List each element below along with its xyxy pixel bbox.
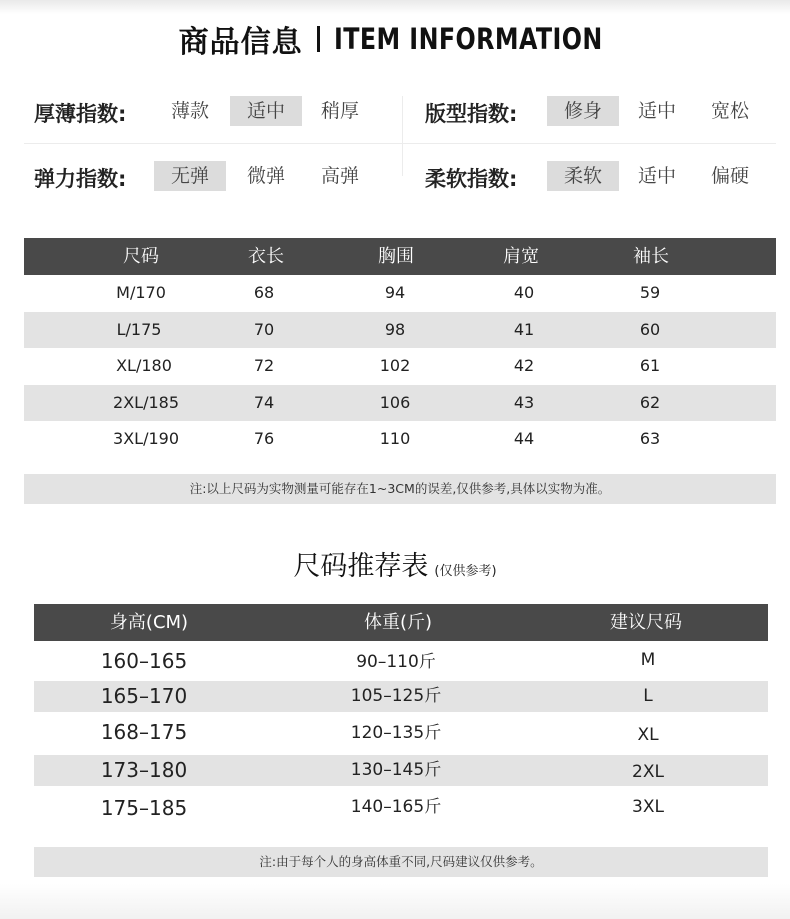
- header-length: 衣长: [248, 246, 284, 267]
- cell-weight: 140–165斤: [350, 797, 442, 817]
- cell-shoulder: 40: [513, 283, 535, 302]
- cell-chest: 98: [384, 319, 406, 339]
- header-shoulder: 肩宽: [503, 246, 539, 267]
- elasticity-label: 弹力指数:: [34, 167, 127, 191]
- fit-option-loose: 宽松: [710, 100, 749, 122]
- table-row: [24, 421, 776, 458]
- cell-size: XL/180: [116, 356, 172, 376]
- cell-weight: 130–145斤: [350, 760, 442, 780]
- cell-size: L: [643, 686, 653, 706]
- cell-weight: 90–110斤: [356, 652, 436, 672]
- title-divider: [317, 26, 320, 52]
- cell-shoulder: 43: [513, 392, 535, 412]
- cell-sleeve: 60: [639, 319, 661, 339]
- cell-length: 72: [253, 356, 275, 376]
- page-header: [0, 16, 790, 62]
- softness-label: 柔软指数:: [425, 167, 518, 191]
- cell-size: XL: [637, 725, 659, 745]
- table-row: [24, 275, 776, 312]
- cell-size: 3XL: [632, 797, 664, 817]
- cell-weight: 105–125斤: [350, 686, 442, 706]
- table-row: [34, 681, 768, 712]
- size-table-note: 注:以上尺码为实物测量可能存在1~3CM的误差,仅供参考,具体以实物为准。: [24, 474, 776, 504]
- cell-shoulder: 42: [513, 356, 535, 376]
- cell-size: M: [640, 650, 656, 670]
- index-row-2: [24, 151, 776, 201]
- size-table-header: [24, 238, 776, 275]
- fit-label: 版型指数:: [425, 102, 518, 126]
- cell-sleeve: 61: [639, 356, 661, 376]
- cell-size: 3XL/190: [113, 429, 179, 449]
- thickness-option-thin: 薄款: [170, 100, 209, 122]
- cell-length: 76: [253, 429, 275, 449]
- thickness-label: 厚薄指数:: [34, 102, 127, 126]
- cell-size: L/175: [116, 319, 162, 339]
- cell-height: 160–165: [100, 649, 188, 673]
- cell-chest: 106: [379, 392, 411, 412]
- cell-length: 68: [253, 283, 275, 302]
- fit-option-regular: 适中: [637, 100, 676, 122]
- cell-sleeve: 62: [639, 392, 661, 412]
- header-size: 尺码: [123, 246, 159, 267]
- softness-option-stiff: 偏硬: [710, 165, 749, 187]
- softness-option-medium: 适中: [637, 165, 676, 187]
- header-chest: 胸围: [378, 246, 414, 267]
- cell-weight: 120–135斤: [350, 723, 442, 743]
- page-title-cn: 商品信息: [178, 25, 303, 60]
- page-title-en: ITEM INFORMATION: [333, 22, 603, 56]
- header-height: 身高(CM): [109, 612, 189, 633]
- cell-chest: 110: [379, 429, 411, 449]
- table-row: [24, 348, 776, 385]
- cell-height: 173–180: [100, 758, 188, 782]
- fit-option-slim: 修身: [547, 96, 619, 126]
- cell-height: 168–175: [100, 720, 188, 744]
- recommend-table: [34, 604, 768, 831]
- recommend-note: 注:由于每个人的身高体重不同,尺码建议仅供参考。: [34, 847, 768, 877]
- cell-shoulder: 44: [513, 429, 535, 449]
- cell-height: 165–170: [100, 684, 188, 708]
- cell-chest: 94: [384, 283, 406, 302]
- thickness-option-medium: 适中: [230, 96, 302, 126]
- top-shadow: [0, 0, 790, 14]
- bottom-edge: [0, 884, 790, 919]
- header-sleeve: 袖长: [633, 246, 669, 267]
- table-row: [34, 786, 768, 831]
- recommend-title-main: 尺码推荐表: [293, 551, 429, 582]
- softness-option-soft: 柔软: [547, 161, 619, 191]
- cell-size: 2XL/185: [113, 392, 179, 412]
- size-table: [24, 238, 776, 458]
- cell-sleeve: 63: [639, 429, 661, 449]
- cell-size: 2XL: [632, 762, 664, 782]
- cell-length: 70: [253, 319, 275, 339]
- index-divider: [24, 143, 776, 144]
- header-recommended-size: 建议尺码: [610, 612, 682, 633]
- cell-chest: 102: [379, 356, 411, 376]
- recommend-title: [0, 544, 790, 583]
- table-row: [34, 641, 768, 681]
- index-row-1: [24, 86, 776, 136]
- recommend-title-sub: (仅供参考): [434, 564, 497, 579]
- cell-shoulder: 41: [513, 319, 535, 339]
- cell-sleeve: 59: [639, 283, 661, 302]
- elasticity-option-slight: 微弹: [246, 165, 285, 187]
- table-row: [24, 385, 776, 422]
- elasticity-option-none: 无弹: [154, 161, 226, 191]
- table-row: [34, 755, 768, 786]
- cell-height: 175–185: [100, 796, 188, 820]
- table-row: [24, 312, 776, 349]
- cell-size: M/170: [116, 283, 166, 302]
- recommend-table-header: [34, 604, 768, 641]
- elasticity-option-high: 高弹: [320, 165, 359, 187]
- header-weight: 体重(斤): [363, 612, 433, 633]
- thickness-option-thick: 稍厚: [320, 100, 359, 122]
- cell-length: 74: [253, 392, 275, 412]
- table-row: [34, 712, 768, 755]
